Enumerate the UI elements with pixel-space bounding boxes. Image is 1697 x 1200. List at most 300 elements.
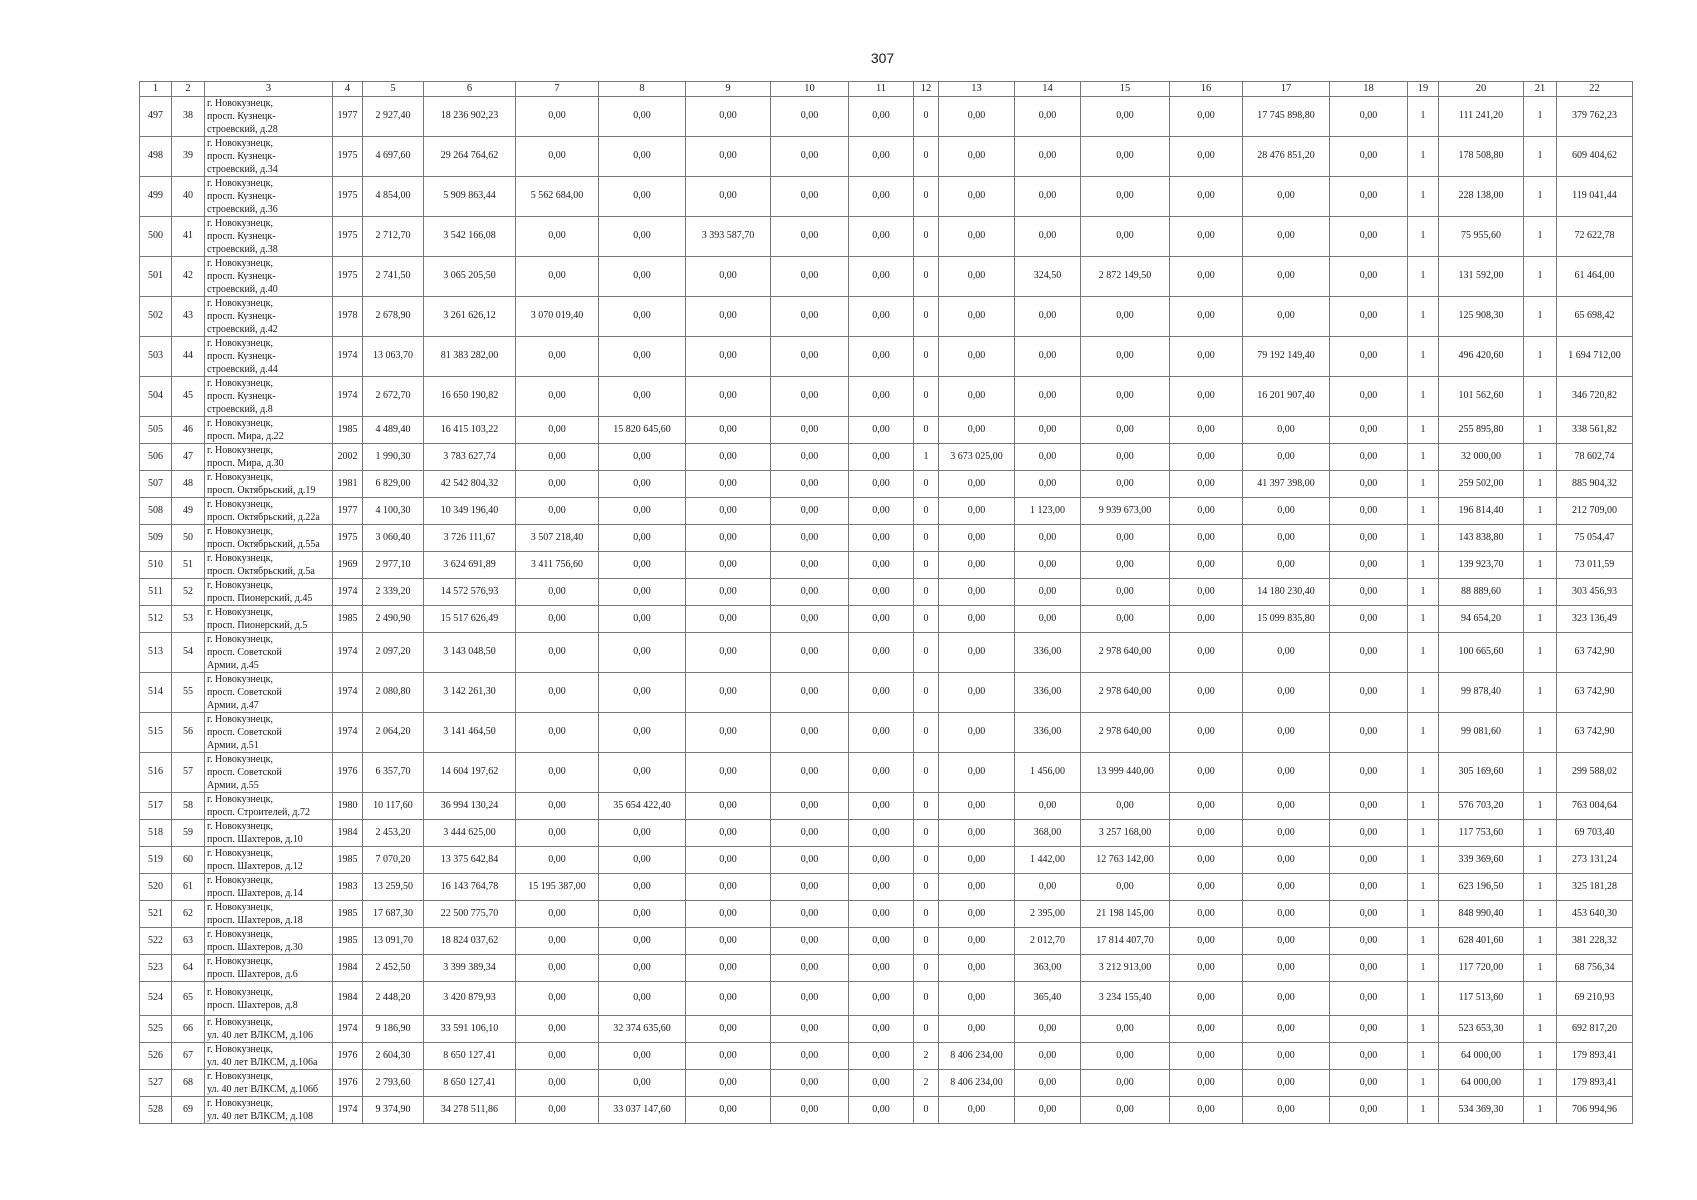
table-cell: 1: [1524, 874, 1557, 901]
table-cell: 1975: [333, 525, 363, 552]
table-cell: 0,00: [849, 955, 914, 982]
table-cell: 0,00: [1081, 552, 1170, 579]
table-cell: 1: [914, 444, 939, 471]
table-row: [140, 177, 1633, 217]
table-cell: 0,00: [939, 955, 1015, 982]
table-cell: 68: [172, 1070, 205, 1097]
table-cell: 0,00: [516, 257, 599, 297]
table-cell: 0,00: [849, 847, 914, 874]
table-cell: 0,00: [939, 713, 1015, 753]
table-cell: 0,00: [599, 1043, 686, 1070]
table-cell: 41: [172, 217, 205, 257]
table-cell: 0,00: [771, 1097, 849, 1124]
table-cell: 0,00: [1243, 417, 1330, 444]
table-cell: 1: [1408, 498, 1439, 525]
table-cell: 0,00: [686, 955, 771, 982]
address-cell: г. Новокузнецк, просп. Пионерский, д.45: [205, 579, 333, 606]
table-cell: 0,00: [939, 297, 1015, 337]
table-cell: 0,00: [939, 673, 1015, 713]
table-cell: 101 562,60: [1439, 377, 1524, 417]
address-cell: г. Новокузнецк, просп. Кузнецк- строевский, д.38: [205, 217, 333, 257]
table-cell: 1: [1408, 471, 1439, 498]
table-cell: 33 591 106,10: [424, 1016, 516, 1043]
table-cell: 526: [140, 1043, 172, 1070]
table-cell: 368,00: [1015, 820, 1081, 847]
table-cell: 48: [172, 471, 205, 498]
table-cell: 0,00: [1330, 257, 1408, 297]
table-cell: 1: [1524, 217, 1557, 257]
table-row: [140, 297, 1633, 337]
address-cell: г. Новокузнецк, просп. Шахтеров, д.14: [205, 874, 333, 901]
table-cell: 3 507 218,40: [516, 525, 599, 552]
table-row: [140, 901, 1633, 928]
address-cell: г. Новокузнецк, просп. Кузнецк- строевский, д.42: [205, 297, 333, 337]
table-cell: 60: [172, 847, 205, 874]
table-row: [140, 377, 1633, 417]
table-cell: 0,00: [849, 217, 914, 257]
table-cell: 0,00: [1170, 137, 1243, 177]
address-cell: г. Новокузнецк, просп. Пионерский, д.5: [205, 606, 333, 633]
table-cell: 0,00: [686, 1016, 771, 1043]
table-cell: 5 562 684,00: [516, 177, 599, 217]
table-cell: 0,00: [771, 1043, 849, 1070]
table-row: [140, 552, 1633, 579]
table-cell: 503: [140, 337, 172, 377]
table-cell: 509: [140, 525, 172, 552]
address-cell: г. Новокузнецк, просп. Шахтеров, д.12: [205, 847, 333, 874]
table-cell: 1: [1408, 793, 1439, 820]
table-cell: 0,00: [1330, 928, 1408, 955]
table-cell: 0,00: [939, 498, 1015, 525]
table-cell: 1 990,30: [363, 444, 424, 471]
table-cell: 1976: [333, 1070, 363, 1097]
table-cell: 0,00: [1243, 982, 1330, 1016]
table-cell: 0,00: [516, 498, 599, 525]
table-cell: 32 000,00: [1439, 444, 1524, 471]
table-cell: 0,00: [1243, 297, 1330, 337]
table-cell: 1: [1524, 1043, 1557, 1070]
table-cell: 1: [1408, 847, 1439, 874]
table-cell: 381 228,32: [1557, 928, 1633, 955]
table-cell: 1: [1524, 377, 1557, 417]
table-cell: 66: [172, 1016, 205, 1043]
table-cell: 28 476 851,20: [1243, 137, 1330, 177]
table-cell: 521: [140, 901, 172, 928]
table-cell: 3 212 913,00: [1081, 955, 1170, 982]
table-cell: 3 060,40: [363, 525, 424, 552]
table-cell: 0,00: [1015, 579, 1081, 606]
column-header: 22: [1557, 82, 1633, 97]
table-cell: 42: [172, 257, 205, 297]
table-cell: 1: [1524, 137, 1557, 177]
table-cell: 16 415 103,22: [424, 417, 516, 444]
address-cell: г. Новокузнецк, просп. Кузнецк- строевский, д.28: [205, 97, 333, 137]
table-cell: 0,00: [939, 217, 1015, 257]
table-cell: 32 374 635,60: [599, 1016, 686, 1043]
table-cell: 0,00: [686, 1097, 771, 1124]
table-cell: 1: [1524, 955, 1557, 982]
table-cell: 13 091,70: [363, 928, 424, 955]
table-cell: 1: [1524, 417, 1557, 444]
table-cell: 0,00: [849, 928, 914, 955]
table-cell: 36 994 130,24: [424, 793, 516, 820]
table-row: [140, 874, 1633, 901]
table-cell: 338 561,82: [1557, 417, 1633, 444]
table-cell: 0,00: [686, 177, 771, 217]
table-cell: 0,00: [1243, 177, 1330, 217]
table-cell: 117 513,60: [1439, 982, 1524, 1016]
table-cell: 0,00: [1243, 928, 1330, 955]
table-cell: 57: [172, 753, 205, 793]
housing-register-table: [139, 81, 1633, 1124]
table-cell: 0,00: [599, 606, 686, 633]
table-cell: 131 592,00: [1439, 257, 1524, 297]
table-cell: 0,00: [849, 1016, 914, 1043]
table-cell: 0,00: [1015, 874, 1081, 901]
table-cell: 69: [172, 1097, 205, 1124]
table-cell: 0,00: [599, 633, 686, 673]
table-cell: 0,00: [516, 982, 599, 1016]
table-cell: 2 012,70: [1015, 928, 1081, 955]
table-cell: 0,00: [939, 525, 1015, 552]
table-cell: 0,00: [1330, 874, 1408, 901]
table-cell: 0,00: [1170, 471, 1243, 498]
table-cell: 1: [1524, 1016, 1557, 1043]
table-cell: 0,00: [1170, 1097, 1243, 1124]
table-cell: 0: [914, 552, 939, 579]
table-cell: 54: [172, 633, 205, 673]
table-cell: 0,00: [1170, 417, 1243, 444]
table-cell: 0,00: [771, 928, 849, 955]
table-cell: 0,00: [516, 928, 599, 955]
table-cell: 3 444 625,00: [424, 820, 516, 847]
table-cell: 0,00: [1243, 673, 1330, 713]
table-cell: 0,00: [686, 444, 771, 471]
table-cell: 1974: [333, 579, 363, 606]
table-cell: 3 070 019,40: [516, 297, 599, 337]
table-cell: 523 653,30: [1439, 1016, 1524, 1043]
table-cell: 0,00: [849, 177, 914, 217]
table-cell: 0: [914, 955, 939, 982]
table-cell: 51: [172, 552, 205, 579]
table-cell: 1: [1524, 928, 1557, 955]
table-cell: 2 080,80: [363, 673, 424, 713]
table-cell: 3 065 205,50: [424, 257, 516, 297]
table-cell: 0,00: [599, 137, 686, 177]
table-cell: 0,00: [1330, 552, 1408, 579]
table-cell: 522: [140, 928, 172, 955]
table-cell: 0,00: [1081, 606, 1170, 633]
table-cell: 0,00: [1243, 1016, 1330, 1043]
table-cell: 1: [1408, 1016, 1439, 1043]
table-cell: 3 257 168,00: [1081, 820, 1170, 847]
column-header: 16: [1170, 82, 1243, 97]
table-cell: 0,00: [516, 820, 599, 847]
address-cell: г. Новокузнецк, просп. Строителей, д.72: [205, 793, 333, 820]
column-header: 1: [140, 82, 172, 97]
table-cell: 0,00: [1170, 1016, 1243, 1043]
table-cell: 35 654 422,40: [599, 793, 686, 820]
address-cell: г. Новокузнецк, просп. Советской Армии, д.55: [205, 753, 333, 793]
table-cell: 0,00: [686, 297, 771, 337]
table-cell: 2 452,50: [363, 955, 424, 982]
table-cell: 259 502,00: [1439, 471, 1524, 498]
table-cell: 0,00: [686, 137, 771, 177]
table-cell: 9 374,90: [363, 1097, 424, 1124]
column-header: 2: [172, 82, 205, 97]
table-row: [140, 1070, 1633, 1097]
table-cell: 1: [1408, 525, 1439, 552]
table-cell: 10 349 196,40: [424, 498, 516, 525]
table-cell: 0,00: [1243, 847, 1330, 874]
table-cell: 29 264 764,62: [424, 137, 516, 177]
table-cell: 1: [1408, 901, 1439, 928]
table-cell: 15 820 645,60: [599, 417, 686, 444]
table-cell: 50: [172, 525, 205, 552]
table-cell: 1: [1408, 579, 1439, 606]
table-cell: 0,00: [1330, 417, 1408, 444]
table-cell: 53: [172, 606, 205, 633]
table-cell: 0,00: [1015, 1097, 1081, 1124]
table-cell: 0,00: [516, 471, 599, 498]
table-cell: 0,00: [686, 847, 771, 874]
column-header: 7: [516, 82, 599, 97]
table-cell: 0,00: [849, 337, 914, 377]
table-cell: 1976: [333, 1043, 363, 1070]
table-cell: 15 517 626,49: [424, 606, 516, 633]
table-cell: 125 908,30: [1439, 297, 1524, 337]
table-cell: 0,00: [599, 579, 686, 606]
table-cell: 512: [140, 606, 172, 633]
table-cell: 0,00: [771, 901, 849, 928]
table-row: [140, 928, 1633, 955]
column-header: 9: [686, 82, 771, 97]
table-cell: 61: [172, 874, 205, 901]
table-row: [140, 793, 1633, 820]
table-cell: 0,00: [1015, 793, 1081, 820]
table-row: [140, 982, 1633, 1016]
table-cell: 3 399 389,34: [424, 955, 516, 982]
table-cell: 0,00: [686, 633, 771, 673]
table-cell: 0,00: [771, 444, 849, 471]
address-cell: г. Новокузнецк, просп. Мира, д.22: [205, 417, 333, 444]
table-cell: 73 011,59: [1557, 552, 1633, 579]
table-cell: 496 420,60: [1439, 337, 1524, 377]
table-cell: 1: [1408, 417, 1439, 444]
table-cell: 8 406 234,00: [939, 1043, 1015, 1070]
table-cell: 0,00: [599, 820, 686, 847]
table-cell: 1: [1524, 1097, 1557, 1124]
table-cell: 3 261 626,12: [424, 297, 516, 337]
table-cell: 15 195 387,00: [516, 874, 599, 901]
table-cell: 1: [1408, 673, 1439, 713]
table-cell: 1: [1408, 297, 1439, 337]
table-cell: 0,00: [516, 955, 599, 982]
table-cell: 0,00: [771, 552, 849, 579]
table-cell: 0,00: [1015, 417, 1081, 444]
table-cell: 520: [140, 874, 172, 901]
table-cell: 1985: [333, 417, 363, 444]
table-cell: 576 703,20: [1439, 793, 1524, 820]
table-cell: 94 654,20: [1439, 606, 1524, 633]
table-cell: 0,00: [1170, 297, 1243, 337]
table-cell: 81 383 282,00: [424, 337, 516, 377]
address-cell: г. Новокузнецк, ул. 40 лет ВЛКСМ, д.106: [205, 1016, 333, 1043]
table-cell: 0,00: [1170, 955, 1243, 982]
table-cell: 18 824 037,62: [424, 928, 516, 955]
table-cell: 3 393 587,70: [686, 217, 771, 257]
table-cell: 59: [172, 820, 205, 847]
table-cell: 0,00: [686, 525, 771, 552]
table-cell: 14 604 197,62: [424, 753, 516, 793]
table-cell: 0,00: [599, 928, 686, 955]
table-cell: 0,00: [1243, 257, 1330, 297]
address-cell: г. Новокузнецк, просп. Шахтеров, д.8: [205, 982, 333, 1016]
table-cell: 363,00: [1015, 955, 1081, 982]
table-cell: 0,00: [849, 753, 914, 793]
table-cell: 39: [172, 137, 205, 177]
column-header: 6: [424, 82, 516, 97]
table-cell: 45: [172, 377, 205, 417]
table-cell: 0,00: [1170, 257, 1243, 297]
table-cell: 0: [914, 217, 939, 257]
table-cell: 0,00: [516, 793, 599, 820]
table-cell: 0,00: [771, 874, 849, 901]
table-cell: 0,00: [939, 982, 1015, 1016]
table-cell: 0,00: [1243, 444, 1330, 471]
table-cell: 4 854,00: [363, 177, 424, 217]
table-cell: 0,00: [516, 606, 599, 633]
table-cell: 0,00: [849, 471, 914, 498]
table-cell: 3 234 155,40: [1081, 982, 1170, 1016]
table-cell: 64 000,00: [1439, 1070, 1524, 1097]
table-cell: 0,00: [1081, 297, 1170, 337]
table-cell: 0,00: [516, 673, 599, 713]
table-cell: 0,00: [1170, 217, 1243, 257]
table-cell: 0,00: [1243, 874, 1330, 901]
table-cell: 1: [1524, 177, 1557, 217]
table-cell: 1: [1408, 928, 1439, 955]
table-cell: 0,00: [939, 552, 1015, 579]
table-cell: 0,00: [516, 97, 599, 137]
table-cell: 55: [172, 673, 205, 713]
table-cell: 3 783 627,74: [424, 444, 516, 471]
table-cell: 2 097,20: [363, 633, 424, 673]
table-cell: 504: [140, 377, 172, 417]
table-cell: 0: [914, 606, 939, 633]
table-cell: 0,00: [599, 377, 686, 417]
table-cell: 0,00: [1243, 525, 1330, 552]
table-cell: 0,00: [771, 257, 849, 297]
table-cell: 1: [1524, 1070, 1557, 1097]
table-cell: 61 464,00: [1557, 257, 1633, 297]
table-cell: 0,00: [1330, 579, 1408, 606]
table-cell: 1 123,00: [1015, 498, 1081, 525]
table-cell: 0,00: [686, 377, 771, 417]
table-cell: 1984: [333, 982, 363, 1016]
table-cell: 0,00: [849, 297, 914, 337]
address-cell: г. Новокузнецк, просп. Шахтеров, д.30: [205, 928, 333, 955]
table-cell: 500: [140, 217, 172, 257]
table-cell: 0,00: [771, 471, 849, 498]
column-header: 10: [771, 82, 849, 97]
table-cell: 299 588,02: [1557, 753, 1633, 793]
table-cell: 1: [1408, 1043, 1439, 1070]
column-header: 17: [1243, 82, 1330, 97]
table-cell: 1975: [333, 177, 363, 217]
table-cell: 1: [1408, 633, 1439, 673]
table-cell: 0,00: [599, 713, 686, 753]
table-cell: 56: [172, 713, 205, 753]
table-cell: 848 990,40: [1439, 901, 1524, 928]
table-cell: 0,00: [599, 97, 686, 137]
table-cell: 99 081,60: [1439, 713, 1524, 753]
table-cell: 0,00: [1243, 793, 1330, 820]
table-cell: 0,00: [686, 498, 771, 525]
table-cell: 0,00: [771, 498, 849, 525]
table-cell: 0,00: [1330, 525, 1408, 552]
table-cell: 1981: [333, 471, 363, 498]
table-cell: 1 456,00: [1015, 753, 1081, 793]
table-cell: 0,00: [686, 982, 771, 1016]
table-cell: 1975: [333, 257, 363, 297]
table-cell: 0: [914, 471, 939, 498]
table-cell: 0,00: [1330, 1016, 1408, 1043]
table-cell: 2002: [333, 444, 363, 471]
table-cell: 8 406 234,00: [939, 1070, 1015, 1097]
table-cell: 78 602,74: [1557, 444, 1633, 471]
table-cell: 0,00: [771, 137, 849, 177]
table-cell: 17 814 407,70: [1081, 928, 1170, 955]
table-cell: 1: [1524, 982, 1557, 1016]
table-cell: 0,00: [849, 444, 914, 471]
table-cell: 497: [140, 97, 172, 137]
table-cell: 0,00: [1081, 444, 1170, 471]
table-cell: 0,00: [1330, 97, 1408, 137]
table-cell: 517: [140, 793, 172, 820]
table-cell: 0,00: [849, 606, 914, 633]
address-cell: г. Новокузнецк, просп. Советской Армии, д.45: [205, 633, 333, 673]
table-cell: 0,00: [1170, 498, 1243, 525]
table-cell: 623 196,50: [1439, 874, 1524, 901]
table-cell: 0,00: [686, 874, 771, 901]
table-cell: 14 572 576,93: [424, 579, 516, 606]
table-cell: 0,00: [849, 525, 914, 552]
address-cell: г. Новокузнецк, просп. Мира, д.30: [205, 444, 333, 471]
table-cell: 9 186,90: [363, 1016, 424, 1043]
table-cell: 3 726 111,67: [424, 525, 516, 552]
table-cell: 0,00: [939, 847, 1015, 874]
table-cell: 0,00: [1330, 377, 1408, 417]
table-cell: 16 201 907,40: [1243, 377, 1330, 417]
table-cell: 1: [1524, 753, 1557, 793]
address-cell: г. Новокузнецк, ул. 40 лет ВЛКСМ, д.106а: [205, 1043, 333, 1070]
table-cell: 0,00: [1015, 471, 1081, 498]
address-cell: г. Новокузнецк, просп. Кузнецк- строевский, д.40: [205, 257, 333, 297]
table-cell: 1: [1408, 377, 1439, 417]
address-cell: г. Новокузнецк, просп. Кузнецк- строевский, д.36: [205, 177, 333, 217]
table-cell: 119 041,44: [1557, 177, 1633, 217]
table-cell: 38: [172, 97, 205, 137]
table-cell: 0,00: [599, 337, 686, 377]
table-cell: 52: [172, 579, 205, 606]
table-cell: 0,00: [1081, 471, 1170, 498]
table-cell: 0,00: [849, 673, 914, 713]
table-cell: 0,00: [1081, 97, 1170, 137]
table-cell: 0,00: [686, 820, 771, 847]
table-cell: 0,00: [1243, 955, 1330, 982]
table-cell: 1974: [333, 673, 363, 713]
